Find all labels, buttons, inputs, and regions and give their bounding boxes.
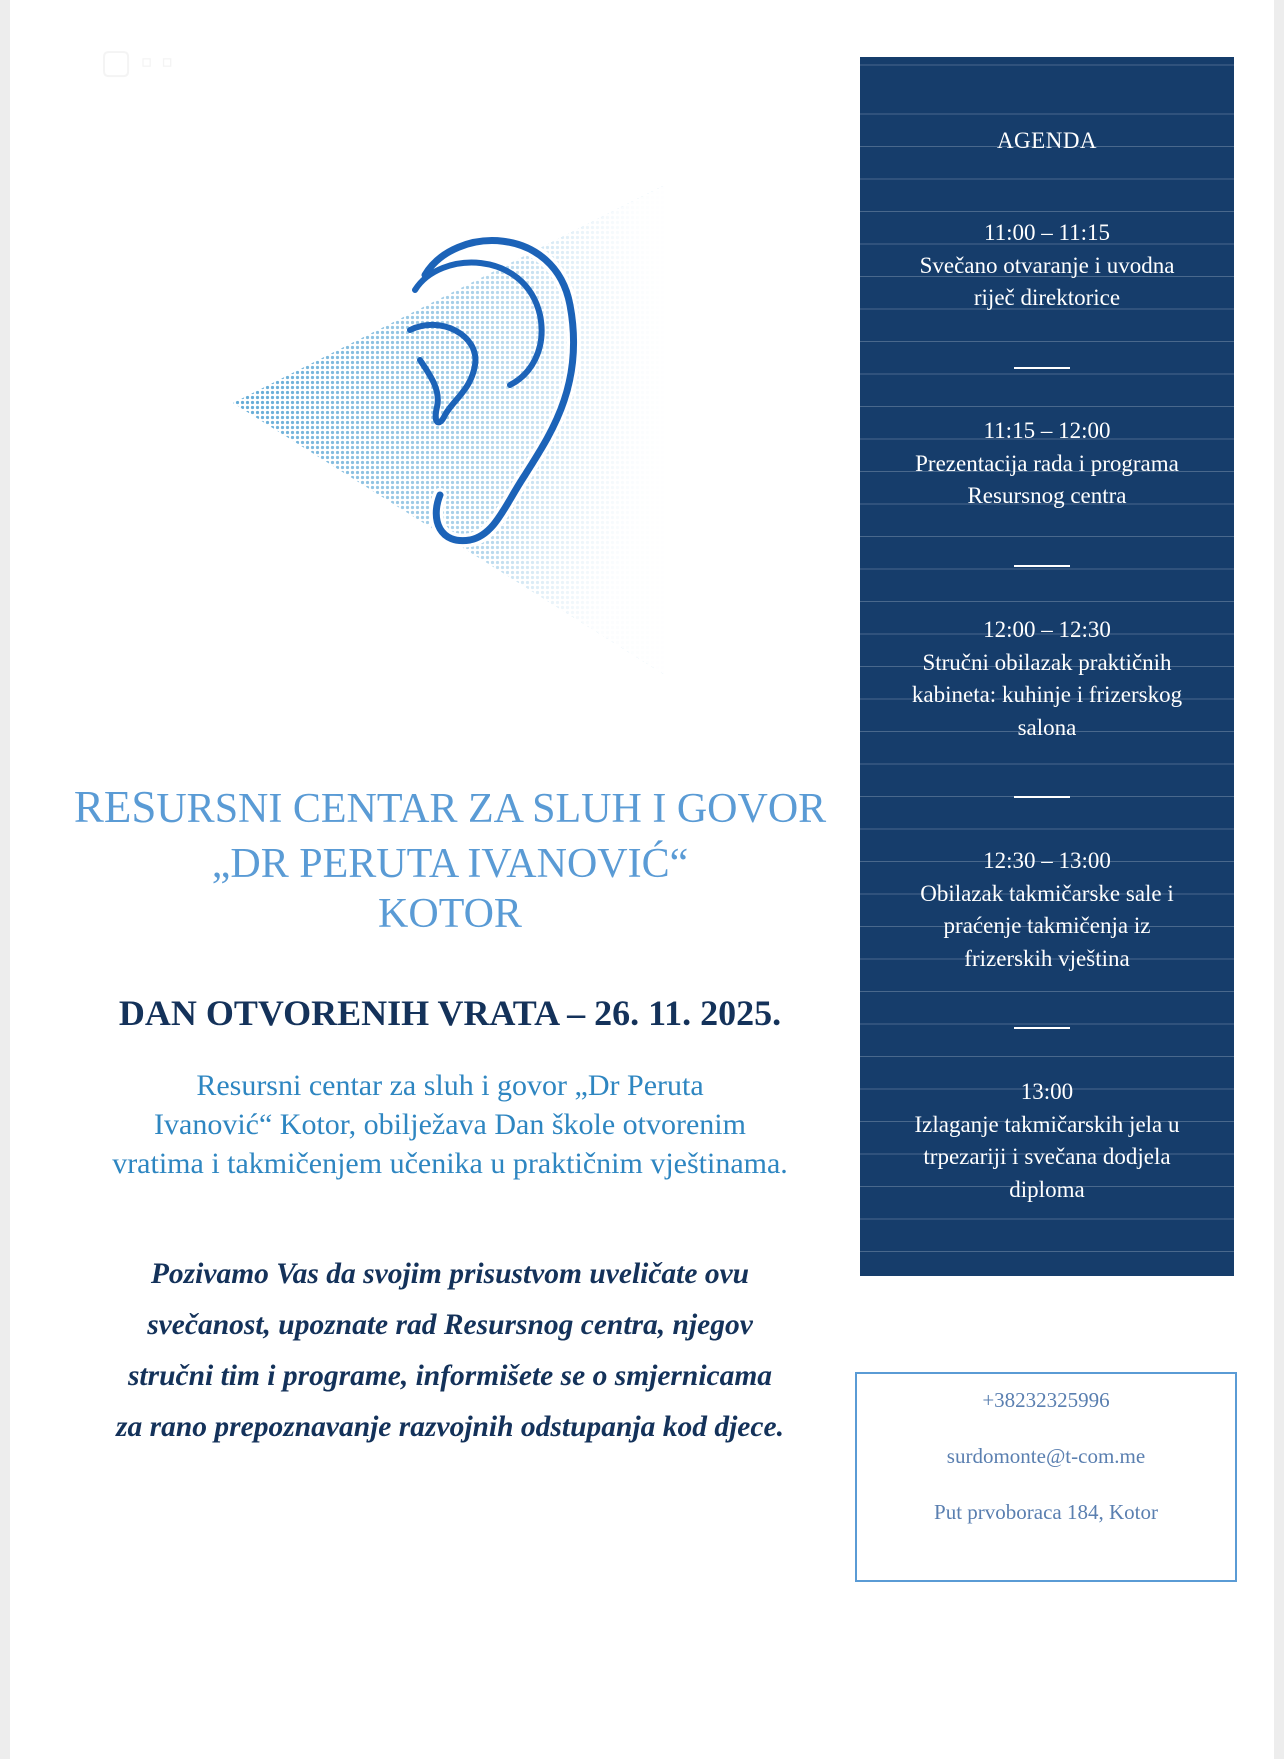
invitation-line: za rano prepoznavanje razvojnih odstupanja kod djece. <box>116 1411 784 1443</box>
invitation-line: Pozivamo Vas da svojim prisustvom uveličate ovu <box>150 1258 750 1290</box>
institution-line-2: „DR PERUTA IVANOVIĆ“ <box>211 841 689 887</box>
agenda-item-line: Svečano otvaranje i uvodna <box>919 252 1175 278</box>
invitation-line: svečanost, upoznate rad Resursnog centra, njegov <box>147 1309 753 1341</box>
institution-line-1 <box>40 782 860 832</box>
agenda-separator <box>1014 1027 1070 1029</box>
agenda-item-time: 12:00 – 12:30 <box>983 617 1111 642</box>
agenda-item-time: 11:15 – 12:00 <box>983 418 1111 443</box>
agenda-item-line: frizerskih vještina <box>964 945 1130 971</box>
agenda-item-time: 13:00 <box>1020 1079 1074 1104</box>
agenda-item-line: Obilazak takmičarske sale i <box>920 880 1174 906</box>
agenda-item-line: Stručni obilazak praktičnih <box>922 649 1172 675</box>
agenda-item <box>870 217 1224 315</box>
agenda-separator <box>1014 796 1070 798</box>
contact-address: Put prvoboraca 184, Kotor <box>934 1500 1158 1524</box>
agenda-separator <box>1014 565 1070 567</box>
agenda-item-time: 11:00 – 11:15 <box>983 220 1111 245</box>
agenda-item <box>870 845 1224 975</box>
agenda-item-line: kabineta: kuhinje i frizerskog <box>911 682 1183 707</box>
description-line: Resursni centar za sluh i govor „Dr Peruta <box>196 1069 704 1102</box>
ear-icon <box>225 185 665 675</box>
agenda-title: AGENDA <box>996 128 1098 153</box>
agenda-item-time: 12:30 – 13:00 <box>983 848 1111 873</box>
agenda-item-line: diploma <box>1009 1176 1085 1202</box>
agenda-item-line: riječ direktorice <box>973 285 1121 310</box>
agenda-item-line: praćenje takmičenja iz <box>943 913 1151 938</box>
agenda-item <box>870 1076 1224 1206</box>
event-title: DAN OTVORENIH VRATA – 26. 11. 2025. <box>118 993 782 1033</box>
agenda-item <box>870 415 1224 513</box>
description-line: Ivanović“ Kotor, obilježava Dan škole otvorenim <box>154 1108 746 1141</box>
event-description <box>55 1066 845 1183</box>
faint-header-mark: ▢ ▫ ▫ <box>100 44 174 81</box>
contact-email[interactable]: surdomonte@t-com.me <box>946 1444 1146 1468</box>
agenda-separator <box>1014 367 1070 369</box>
contact-box <box>855 1372 1237 1582</box>
invitation-line: stručni tim i programe, informišete se o smjernicama <box>127 1360 773 1392</box>
description-line: vratima i takmičenjem učenika u praktičnim vještinama. <box>112 1147 788 1180</box>
flyer-page <box>10 0 1274 1759</box>
agenda-item-line: salona <box>1017 714 1077 740</box>
invitation-text <box>50 1249 850 1453</box>
agenda-panel <box>860 57 1234 1276</box>
institution-line-3: KOTOR <box>378 891 522 937</box>
agenda-item-line: Izlaganje takmičarskih jela u <box>914 1111 1180 1137</box>
agenda-item-line: Prezentacija rada i programa <box>915 450 1179 476</box>
agenda-item <box>870 614 1224 744</box>
agenda-item-line: Resursnog centra <box>967 483 1127 508</box>
institution-line-1-initial: RES <box>73 782 157 832</box>
agenda-item-line: trpezariji i svečana dodjela <box>923 1144 1171 1169</box>
institution-line-1-rest: URSNI CENTAR ZA SLUH I GOVOR <box>156 786 827 832</box>
contact-phone[interactable]: +38232325996 <box>982 1388 1110 1412</box>
